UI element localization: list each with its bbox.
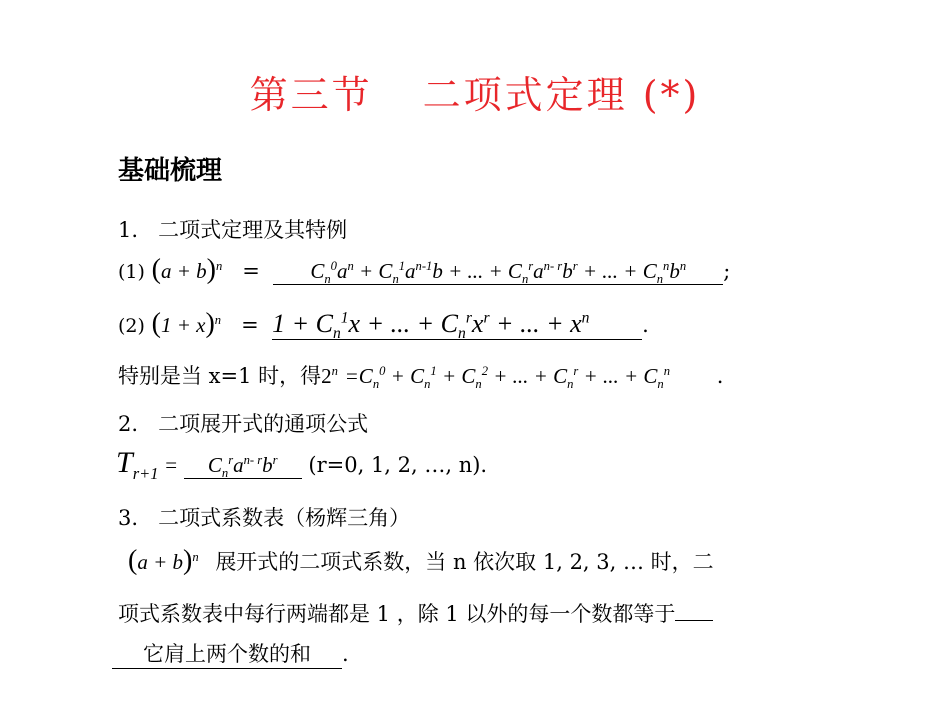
section-2-label: 二项展开式的通项公式	[158, 412, 369, 436]
paragraph-line-2	[118, 598, 713, 628]
page-title	[0, 64, 950, 119]
special-case-text: 特别是当 x=1 时，得	[118, 364, 322, 388]
binomial-expression: $(a + b)^n$	[128, 545, 199, 576]
answer-text: 它肩上两个数的和	[143, 642, 311, 666]
blank-line-start	[675, 600, 713, 621]
formula-1-lhs: $(a + b)^n$	[151, 254, 223, 285]
section-2-number: 2.	[118, 412, 139, 436]
section-1-number: 1.	[118, 218, 139, 242]
general-term-lhs: $T_{r+1}$	[116, 446, 159, 483]
section-3-number: 3.	[118, 506, 139, 530]
paragraph-text-1: 展开式的二项式系数，当 n 依次取 1, 2, 3, … 时，二	[215, 550, 714, 574]
formula-2-tag: (2)	[118, 315, 145, 337]
title-section-number: 第三节	[249, 73, 373, 117]
formula-2-answer: $1 + C_n^1x$ + ... + $C_n^rx^r$ + ... + $x^n$	[272, 309, 642, 340]
section-1-label: 二项式定理及其特例	[158, 218, 348, 242]
general-term: $T_{r+1} = C_n^ra^{n- r}b^r$ (r=0, 1, 2, …, n).	[116, 446, 488, 483]
special-case-end: .	[716, 364, 724, 388]
paragraph-line-1	[128, 545, 714, 577]
section-1-title	[118, 214, 347, 244]
general-term-range: (r=0, 1, 2, …, n).	[308, 453, 488, 477]
formula-1-answer: $C_n^0a^n + C_n^1a^{n-1}b$ + ... + $C_n^ra^{n- r}b^r$ + ... + $C_n^nb^n$	[273, 259, 723, 285]
formula-2	[118, 308, 649, 343]
title-star: (*)	[642, 73, 701, 117]
paragraph-end: .	[342, 642, 349, 666]
title-topic: 二项式定理	[422, 73, 628, 117]
section-heading: 基础梳理	[118, 156, 223, 186]
section-3-title	[118, 502, 410, 532]
special-case-answer: $=C_n^0 + C_n^1 + C_n^2$ + ... + $C_n^r$ + ... + $C_n^n$	[344, 364, 670, 392]
formula-1	[118, 254, 730, 286]
paragraph-line-3	[112, 638, 349, 669]
general-term-answer: $C_n^ra^{n- r}b^r$	[184, 453, 302, 479]
answer-blank	[112, 638, 342, 669]
paragraph-text-2: 项式系数表中每行两端都是 1 ，除 1 以外的每一个数都等于	[118, 602, 676, 626]
special-case: 特别是当 x=1 时，得$2^n =C_n^0 + C_n^1 + C_n^2$ + ... + $C_n^r$ + ... + $C_n^n$ .	[118, 364, 724, 392]
formula-2-equals: =	[241, 313, 259, 337]
section-3-label: 二项式系数表（杨辉三角）	[158, 506, 411, 530]
formula-2-end: .	[642, 313, 649, 337]
formula-1-tag: (1)	[118, 261, 145, 283]
section-2-title	[118, 408, 368, 438]
formula-1-end: ;	[723, 259, 731, 283]
formula-1-equals: =	[242, 259, 260, 283]
formula-2-lhs: $(1 + x)^n$	[151, 308, 222, 339]
